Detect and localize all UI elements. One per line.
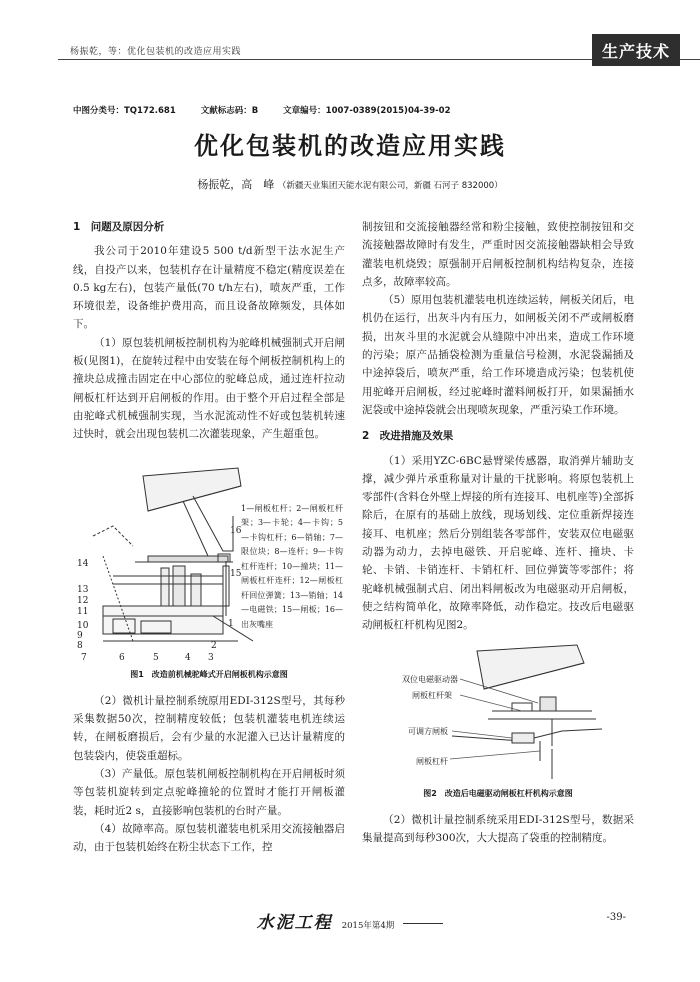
author-affiliation: （新疆天业集团天能水泥有限公司，新疆 石河子 832000） [277,181,503,191]
author-line [0,176,700,192]
figure-2-caption: 图2 改造后电磁驱动闸板杠杆机构示意图 [423,788,573,798]
footer-rule [403,923,443,924]
article-meta [73,104,472,116]
article-title: 优化包装机的改造应用实践 [194,132,506,160]
paragraph: （4）故障率高。原包装机灌装电机采用交流接触器启动，由于包装机始终在粉尘状态下工作，控 [73,822,345,854]
callout-number: 1 [228,618,234,629]
section-tag: 生产技术 [592,34,680,66]
paragraph: 我公司于2010年建设5 500 t/d新型干法水泥生产线，自投产以来，包装机存在计量精度不稳定(精度误差在0.5 kg左右)，包装产量低(70 t/h左右)，喷灰严重，工作环境很差，设备维护费用高，而且设备故障频发，具体如下。 [73,245,345,331]
label-adjustable-gate: 可调方闸板 [408,726,448,736]
callout-number: 4 [185,652,191,662]
callout-number: 5 [153,652,159,662]
figure-2-drawing [362,641,634,781]
document-code: 文献标志码：B [200,106,259,116]
label-gate-lever: 闸板杠杆 [416,756,448,766]
paragraph: （2）微机计量控制系统采用EDI-312S型号，数据采集量提高到每秒300次，大大提高了袋重的控制精度。 [362,813,634,845]
callout-number: 11 [77,606,89,617]
journal-issue: 2015年第4期 [341,921,395,931]
paragraph: （3）产量低。原包装机闸板控制机构在开启闸板时须等包装机旋转到定点驼峰撞轮的位置时才能打开闸板灌装，耗时近2 s，直接影响包装机的台时产量。 [73,768,345,817]
article-number: 文章编号：1007-0389(2015)04-39-02 [283,106,451,116]
label-electromagnetic-driver: 双位电磁驱动器 [402,674,458,684]
clc-number: 中图分类号：TQ172.681 [73,106,176,116]
page-number: -39- [606,912,626,923]
paragraph: 制按钮和交流接触器经常和粉尘接触，致使控制按钮和交流接触器故障时有发生，严重时因交流接触器缺相会导致灌装电机烧毁；原强制开启闸板控制机构结构复杂，连接点多，故障率较高。 [362,221,634,288]
callout-number: 12 [77,595,89,606]
callout-number: 8 [77,640,83,651]
paragraph: （1）采用YZC-6BC悬臂梁传感器，取消弹片辅助支撑，减少弹片承重称量对计量的干扰影响。将原包装机上零部件(含料仓外壁上焊接的所有连接耳、电机座等)全部拆除后，在原有的基础上放线，现场划线、定位重新焊接连接耳、电机座；然后分别组装各零部件，安装双位电磁驱动器为动力，去掉电磁铁、开启驼峰、连杆、撞块、卡轮、卡销、卡销连杆、卡销杠杆、回位弹簧等零部件；将驼峰机械强制式启、闭出料闸板改为电磁驱动开启闸板，使之结构简单化，故障率降低，动作稳定。技改后电磁驱动闸板杠杆机构见图2。 [362,454,634,632]
callout-number: 3 [208,652,214,662]
figure-1-callouts [77,526,242,662]
journal-name: 水泥工程 [256,913,333,933]
section-heading-1: 1 问题及原因分析 [73,221,165,233]
paragraph: （2）微机计量控制系统原用EDI-312S型号，其每秒采集数据50次，控制精度较低；包装机灌装电机连续运转，在闸板磨损后，会有少量的水泥灌入已达计量精度的包装袋内，使袋重超标。 [73,694,345,762]
callout-number: 15 [230,568,242,579]
footer [0,908,700,933]
callout-number: 14 [77,558,89,569]
callout-number: 2 [211,640,217,651]
label-lever-frame: 闸板杠杆架 [412,690,452,700]
figure-1-caption: 图1 改造前机械驼峰式开启闸板机构示意图 [130,669,288,679]
callout-number: 7 [81,652,87,662]
running-head: 杨振乾，等：优化包装机的改造应用实践 [70,47,242,57]
callout-number: 10 [77,620,89,631]
paragraph: （5）原用包装机灌装电机连续运转，闸板关闭后，电机仍在运行，出灰斗内有压力，如闸板关闭不严或闸板磨损，出灰斗里的水泥就会从缝隙中冲出来，造成工作环境的污染；原产品插袋检测为重量信号检测，水泥袋漏插及中途掉袋后，喷灰严重，给工作环境造成污染；包装机使用驼峰开启闸板，经过驼峰时灌料闸板打开，如果漏插水泥袋或中途掉袋就会出现喷灰现象，严重污染工作环境。 [362,294,634,416]
figure-1 [73,456,345,662]
callout-number: 9 [77,630,83,641]
author-names: 杨振乾，高 峰 [197,178,275,191]
figure-1-legend: 1—闸板杠杆；2—闸板杠杆架；3—卡轮；4—卡钩；5—卡钩杠杆；6—销轴；7—限位块；8—连杆；9—卡钩杠杆连杆；10—撞块；11—闸板杠杆连杆；12—闸板杠杆回位弹簧；13—销轴；14—电磁铁；15—闸板；16—出灰嘴座 [241,503,343,629]
paragraph: （1）原包装机闸板控制机构为驼峰机械强制式开启闸板(见图1)，在旋转过程中由安装在每个闸板控制机构上的撞块总成撞击固定在中心部位的驼峰总成，通过连杆拉动闸板杠杆达到开启闸板的作用。由于整个开启过程全部是由驼峰式机械强制实现，当水泥流动性不好或包装机转速过快时，就会出现包装机二次灌装现象，产生超重包。 [73,336,345,441]
callout-number: 6 [119,652,125,662]
callout-number: 16 [230,525,242,536]
callout-number: 13 [77,584,89,595]
right-column [362,218,634,847]
section-heading-2: 2 改进措施及效果 [362,430,454,443]
figure-2 [362,641,634,781]
left-column [73,218,345,857]
